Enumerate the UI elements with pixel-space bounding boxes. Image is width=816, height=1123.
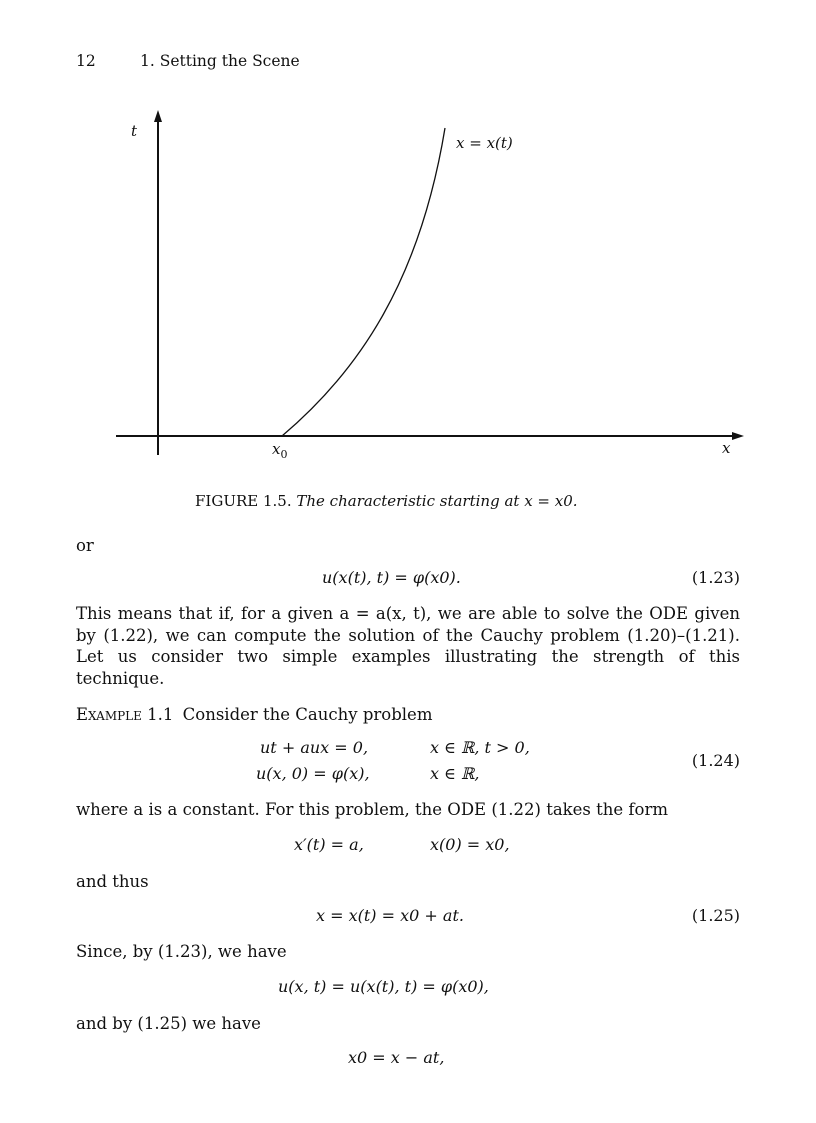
since-text: Since, by (1.23), we have <box>76 942 287 961</box>
figure-caption-text: The characteristic starting at x = x0. <box>296 492 578 510</box>
equation-1-24-line2-right: x ∈ ℝ, <box>430 764 480 783</box>
curve-label: x = x(t) <box>456 134 513 152</box>
x0-label <box>272 440 287 461</box>
equation-1-24-number: (1.24) <box>691 751 740 770</box>
example-text: Consider the Cauchy problem <box>182 705 433 724</box>
equation-1-24-line1-right: x ∈ ℝ, t > 0, <box>430 738 530 757</box>
equation-1-24-line2-left: u(x, 0) = φ(x), <box>256 764 370 783</box>
t-axis-arrowhead <box>154 110 162 122</box>
equation-1-24-line1-left: ut + aux = 0, <box>260 738 369 757</box>
t-axis-label: t <box>131 122 138 140</box>
equation-last: x0 = x − at, <box>348 1048 445 1067</box>
x0-label-text: x <box>272 440 281 458</box>
characteristic-figure <box>0 100 816 470</box>
figure-caption <box>195 492 578 510</box>
example-label: Example 1.1 <box>76 705 174 724</box>
equation-since: u(x, t) = u(x(t), t) = φ(x0), <box>278 977 489 996</box>
equation-ode-right: x(0) = x0, <box>430 835 510 854</box>
page-number: 12 <box>76 52 96 70</box>
running-header-title: 1. Setting the Scene <box>140 52 300 70</box>
example-1-1 <box>76 704 432 726</box>
x-axis-label: x <box>722 439 731 457</box>
paragraph-2: where a is a constant. For this problem, the ODE (1.22) takes the form <box>76 800 668 819</box>
equation-1-25-number: (1.25) <box>691 906 740 925</box>
equation-ode-left: x′(t) = a, <box>294 835 364 854</box>
paragraph-1: This means that if, for a given a = a(x, t), we are able to solve the ODE given by (1.22), we can compute the solution of the Cauchy problem (1.20)–(1.21). Let us consider two simple examples illustrating the strength of this technique. <box>76 604 740 688</box>
x0-label-subscript: 0 <box>280 448 288 461</box>
equation-1-23: u(x(t), t) = φ(x0). <box>322 568 461 587</box>
equation-1-23-number: (1.23) <box>691 568 740 587</box>
or-text: or <box>76 536 94 555</box>
characteristic-curve <box>282 128 445 436</box>
x-axis-arrowhead <box>732 432 744 440</box>
and-thus-text: and thus <box>76 872 149 891</box>
equation-1-25: x = x(t) = x0 + at. <box>316 906 464 925</box>
and-by-text: and by (1.25) we have <box>76 1014 261 1033</box>
figure-caption-prefix: FIGURE 1.5. <box>195 492 292 510</box>
